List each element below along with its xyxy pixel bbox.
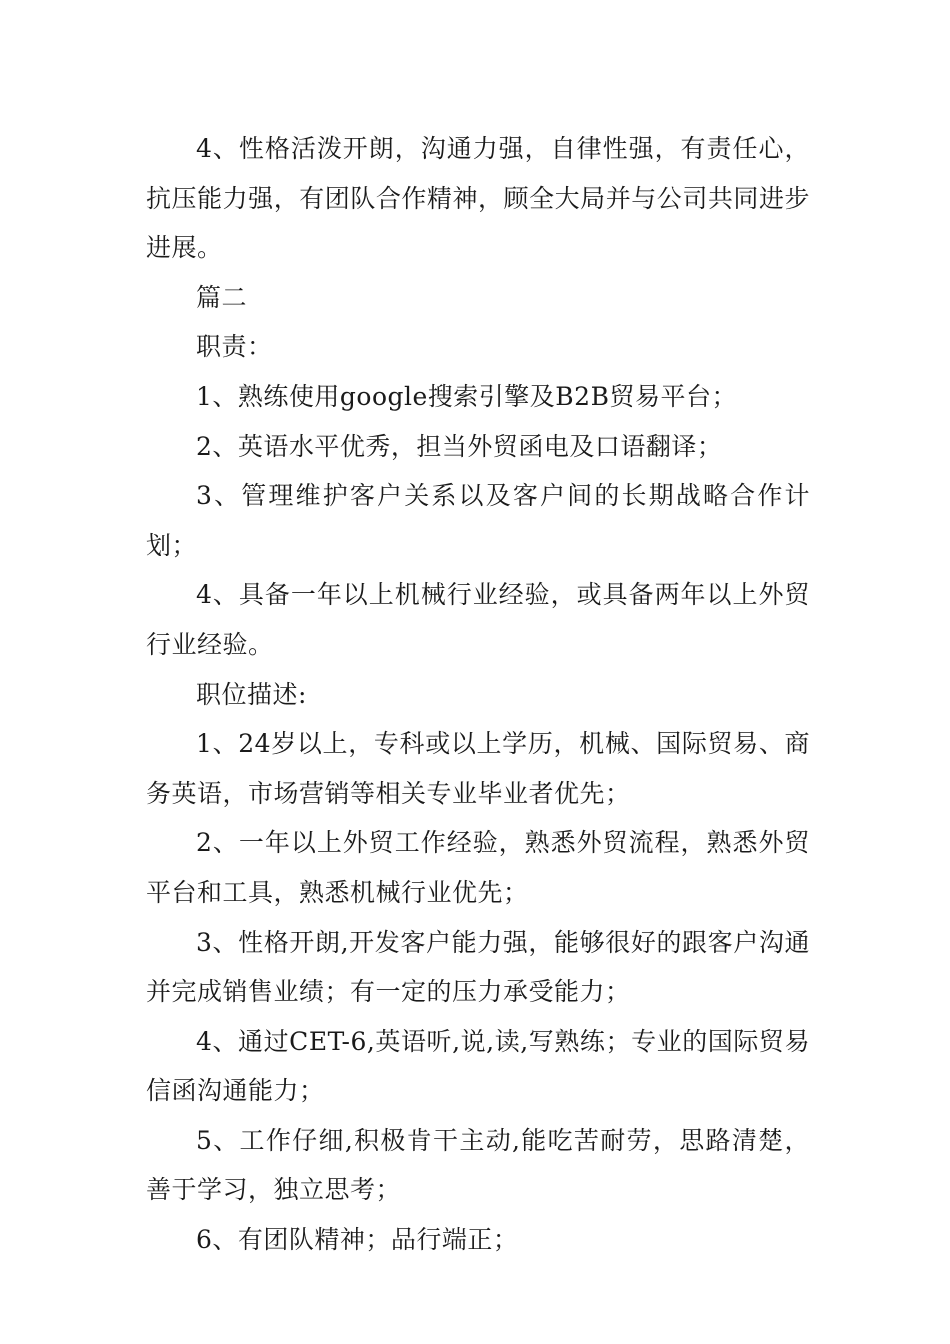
document-body <box>146 124 810 1265</box>
requirement-item-1: 1、24岁以上，专科或以上学历，机械、国际贸易、商务英语，市场营销等相关专业毕业者优先； <box>146 729 810 808</box>
duty-item-3: 3、管理维护客户关系以及客户间的长期战略合作计划； <box>146 481 810 560</box>
paragraph-personality-requirement: 4、性格活泼开朗，沟通力强，自律性强，有责任心，抗压能力强，有团队合作精神，顾全大局并与公司共同进步进展。 <box>146 134 810 263</box>
duty-item-2: 2、英语水平优秀，担当外贸函电及口语翻译； <box>196 431 723 461</box>
job-description-heading: 职位描述: <box>196 679 307 709</box>
requirement-item-5: 5、工作仔细,积极肯干主动,能吃苦耐劳，思路清楚，善于学习，独立思考； <box>146 1125 810 1205</box>
duty-item-1: 1、熟练使用google搜索引擎及B2B贸易平台； <box>196 381 737 411</box>
requirement-item-3: 3、性格开朗,开发客户能力强，能够很好的跟客户沟通并完成销售业绩；有一定的压力承受能力； <box>146 927 810 1007</box>
requirement-item-6: 6、有团队精神；品行端正； <box>196 1225 519 1255</box>
duty-item-4: 4、具备一年以上机械行业经验，或具备两年以上外贸行业经验。 <box>146 580 810 659</box>
section-heading-part-two: 篇二 <box>196 282 248 312</box>
requirement-item-4: 4、通过CET-6,英语听,说,读,写熟练；专业的国际贸易信函沟通能力； <box>146 1026 810 1106</box>
requirement-item-2: 2、一年以上外贸工作经验，熟悉外贸流程，熟悉外贸平台和工具，熟悉机械行业优先； <box>146 828 810 907</box>
duties-heading: 职责： <box>196 332 273 362</box>
